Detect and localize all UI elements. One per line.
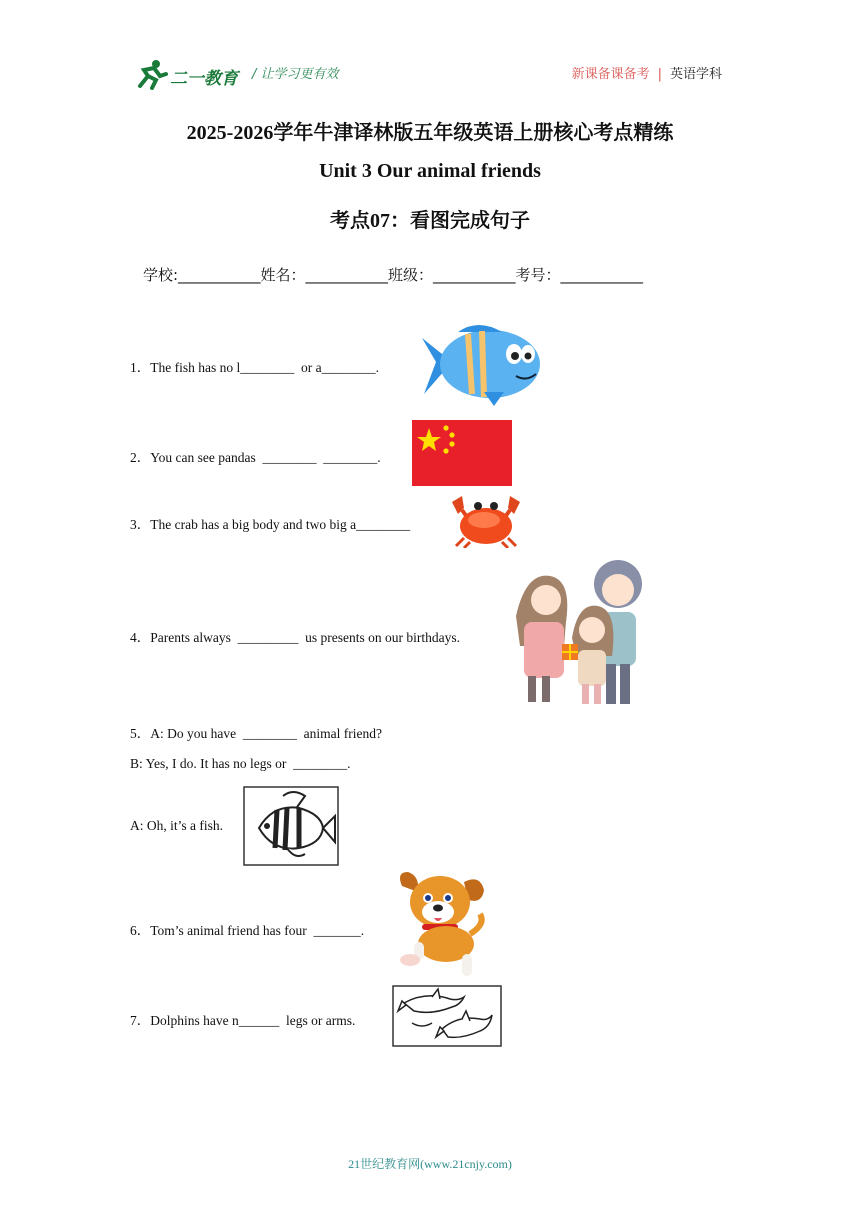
question-5-line-a: 5．A: Do you have ________ animal friend? — [130, 726, 382, 741]
question-3: 3．The crab has a big body and two big a________ — [130, 517, 411, 532]
page-title: 2025-2026学年牛津译林版五年级英语上册核心考点精练 — [186, 122, 674, 144]
question-4: 4．Parents always _________ us presents on our birthdays. — [130, 630, 460, 645]
header-subject — [572, 63, 722, 82]
logo-text: 二一教育 — [170, 69, 238, 89]
question-5-line-b: B: Yes, I do. It has no legs or ________. — [130, 756, 351, 771]
header-course: 新课备课备考 — [571, 67, 650, 82]
header-subject-label: 英语学科 — [669, 67, 722, 82]
student-info-line: 学校:___________姓名：___________班级：___________考号：___________ — [143, 266, 644, 284]
question-5-line-c: A: Oh, it’s a fish. — [130, 818, 223, 833]
runner-logo-icon — [130, 58, 170, 90]
unit-title: Unit 3 Our animal friends — [319, 160, 541, 182]
crab-image — [450, 492, 522, 548]
puppy-image — [394, 868, 488, 980]
slogan: / 让学习更有效 — [252, 67, 339, 82]
question-7: 7．Dolphins have n______ legs or arms. — [130, 1013, 356, 1028]
footer: 21世纪教育网(www.21cnjy.com) — [348, 1157, 512, 1171]
question-6: 6．Tom’s animal friend has four _______. — [130, 923, 365, 938]
dolphins-sketch-image — [392, 985, 502, 1047]
fish-image — [418, 318, 548, 406]
china-flag-image — [412, 420, 512, 486]
question-2: 2．You can see pandas ________ ________. — [130, 450, 381, 465]
question-1: 1．The fish has no l________ or a________. — [130, 360, 379, 375]
topic-title: 考点07：看图完成句子 — [330, 210, 530, 232]
header-separator: | — [657, 67, 662, 82]
fish-sketch-image — [243, 786, 339, 866]
family-gift-image — [506, 556, 652, 708]
